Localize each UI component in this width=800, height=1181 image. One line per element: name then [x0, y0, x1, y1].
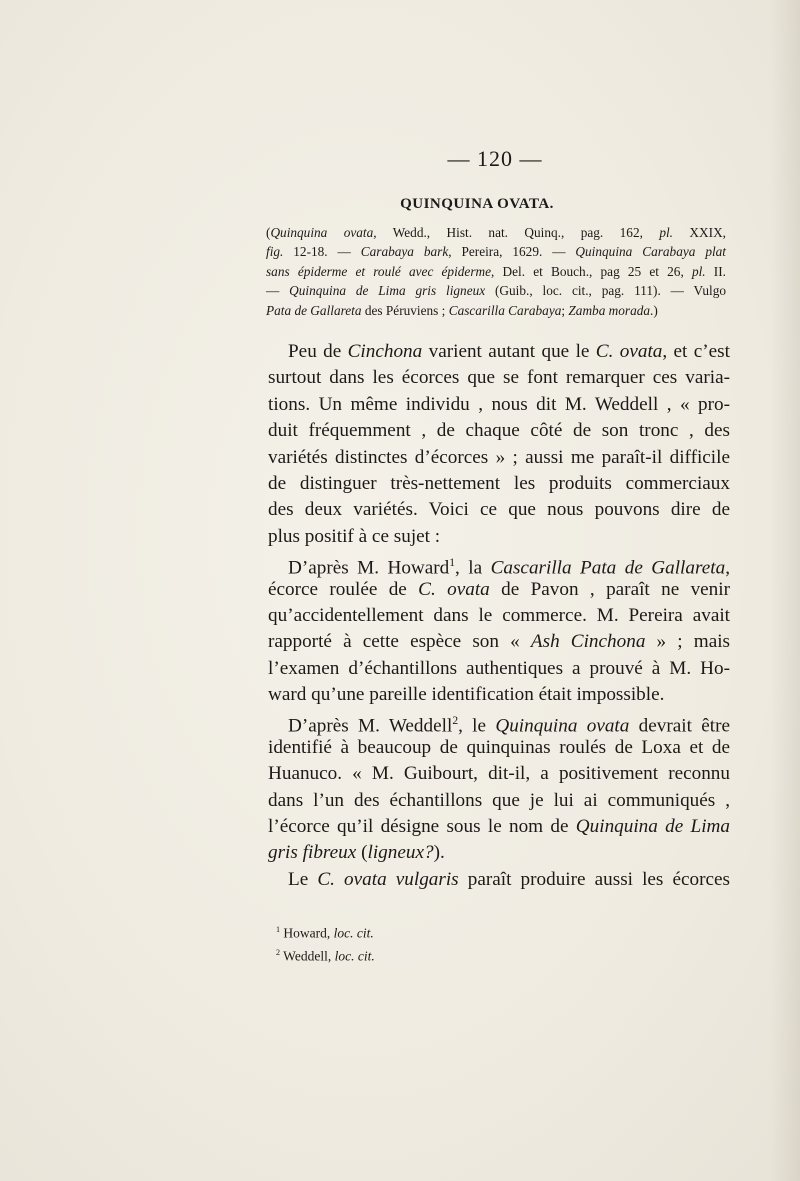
- italic-text: sans épiderme et roulé avec épiderme: [266, 263, 492, 279]
- body-line: [268, 682, 730, 708]
- italic-text: C. ovata: [595, 341, 663, 362]
- text-run: , Pereira, 1629. —: [448, 244, 576, 260]
- text-run: devrait être: [629, 715, 730, 737]
- text-run: D’après M. Howard: [288, 557, 450, 579]
- body-line: [268, 550, 730, 579]
- italic-text: Ash Cinchona: [530, 631, 646, 653]
- text-run: qu’accidentellement dans le commerce. M. Pereira avait: [268, 604, 730, 626]
- text-run: » ; mais: [645, 631, 731, 653]
- synonymy-line: [266, 301, 726, 320]
- synonymy-line: [266, 242, 726, 261]
- synonymy-block: [266, 223, 726, 320]
- text-run: plus positif à ce sujet :: [268, 525, 441, 547]
- synonymy-line: [266, 223, 726, 242]
- text-run: II.: [705, 263, 726, 279]
- text-run: l’écorce qu’il désigne sous le nom de: [268, 816, 576, 838]
- text-run: , et c’est: [662, 341, 730, 362]
- body-line: [268, 788, 730, 814]
- text-run: Le: [288, 868, 318, 890]
- italic-text: Cascarilla Carabaya: [448, 302, 562, 318]
- body-line: [268, 761, 730, 787]
- footnotes: [276, 920, 476, 965]
- italic-text: fig.: [266, 244, 284, 260]
- italic-text: Pata de Gallareta: [266, 302, 362, 318]
- body-line: [268, 656, 730, 682]
- text-run: écorce roulée de: [268, 578, 419, 600]
- text-run: des deux variétés. Voici ce que nous pouvons dire de: [268, 499, 730, 521]
- body-line: [268, 867, 730, 893]
- page-edge-shadow: [770, 0, 800, 1181]
- italic-text: pl.: [659, 225, 674, 240]
- body-line: [268, 339, 730, 365]
- text-run: XXIX,: [673, 225, 726, 240]
- text-run: paraît produire aussi les écorces: [458, 868, 730, 890]
- text-run: , la: [455, 557, 491, 579]
- text-run: (Guib., loc. cit., pag. 111). — Vulgo: [485, 283, 727, 299]
- italic-text: C. ovata vulgaris: [317, 868, 459, 890]
- body-line: [268, 814, 730, 840]
- text-run: , le: [458, 715, 496, 737]
- body-text: [268, 339, 730, 893]
- footnote-marker: 1: [449, 557, 456, 570]
- text-run: —: [266, 283, 290, 299]
- footnote-marker: 1: [276, 925, 281, 934]
- body-line: [268, 629, 730, 655]
- body-line: [268, 577, 730, 603]
- body-line: [268, 418, 730, 444]
- italic-text: pl.: [691, 263, 706, 279]
- text-run: dans l’un des échantillons que je lui ai communiqués ,: [268, 789, 730, 811]
- italic-text: gris fibreux: [268, 842, 357, 864]
- italic-text: C. ovata: [418, 578, 490, 600]
- italic-text: loc. cit.: [333, 925, 374, 941]
- italic-text: Quinquina ovata: [495, 715, 630, 737]
- text-run: (: [356, 842, 368, 864]
- footnote: [276, 943, 476, 966]
- text-run: ).: [433, 842, 445, 864]
- body-line: [268, 603, 730, 629]
- text-run: Howard,: [280, 925, 334, 941]
- body-line: [268, 365, 730, 391]
- italic-text: Quinquina de Lima: [575, 816, 730, 838]
- text-run: 12-18. —: [283, 244, 361, 260]
- italic-text: Quinquina de Lima gris ligneux: [289, 283, 486, 299]
- page-number: — 120 —: [447, 146, 543, 171]
- text-run: , Wedd., Hist. nat. Quinq., pag. 162,: [373, 225, 660, 240]
- italic-text: Carabaya bark: [360, 244, 449, 260]
- text-run: identifié à beaucoup de quinquinas roulés de Loxa et de: [268, 736, 730, 758]
- footnote-marker: 2: [276, 947, 281, 957]
- italic-text: ligneux?: [367, 842, 434, 864]
- text-run: ;: [561, 302, 569, 318]
- text-run: tions. Un même individu , nous dit M. Weddell , « pro-: [268, 393, 730, 415]
- italic-text: Quinquina Carabaya plat: [575, 244, 727, 260]
- text-run: l’examen d’échantillons authentiques a prouvé à M. Ho-: [268, 657, 730, 679]
- text-run: duit fréquemment , de chaque côté de son tronc , des: [268, 420, 730, 442]
- text-run: Peu de: [288, 341, 348, 362]
- text-run: varient autant que le: [422, 341, 596, 362]
- body-line: [268, 524, 730, 550]
- italic-text: Quinquina ovata: [270, 225, 374, 240]
- text-run: D’après M. Weddell: [288, 715, 453, 737]
- italic-text: loc. cit.: [334, 948, 375, 963]
- text-run: .): [650, 302, 658, 318]
- footnote: [276, 920, 476, 943]
- text-run: ,: [725, 557, 730, 579]
- body-line: [268, 471, 730, 497]
- body-line: [268, 497, 730, 523]
- text-run: ward qu’une pareille identification était impossible.: [268, 684, 665, 706]
- text-run: surtout dans les écorces que se font remarquer ces varia-: [268, 367, 730, 389]
- text-run: rapporté à cette espèce son «: [268, 631, 531, 653]
- text-run: Huanuco. « M. Guibourt, dit-il, a positivement reconnu: [268, 763, 730, 785]
- body-line: [268, 445, 730, 471]
- body-line: [268, 840, 730, 866]
- italic-text: Zamba morada: [568, 302, 651, 318]
- body-line: [268, 392, 730, 418]
- footnote-marker: 2: [452, 715, 459, 728]
- synonymy-line: [266, 262, 726, 281]
- body-line: [268, 735, 730, 761]
- italic-text: Cinchona: [347, 341, 423, 362]
- italic-text: Cascarilla Pata de Gallareta: [490, 557, 726, 579]
- text-run: de Pavon , paraît ne venir: [489, 578, 730, 600]
- text-run: variétés distinctes d’écorces » ; aussi me paraît-il difficile: [268, 446, 730, 468]
- section-title: QUINQUINA OVATA.: [400, 196, 554, 212]
- synonymy-line: [266, 281, 726, 300]
- text-run: de distinguer très-nettement les produits commerciaux: [268, 472, 730, 494]
- body-line: [268, 708, 730, 737]
- text-run: Weddell,: [280, 948, 335, 963]
- text-run: (: [266, 225, 271, 240]
- text-run: , Del. et Bouch., pag 25 et 26,: [491, 263, 692, 279]
- text-run: des Péruviens ;: [361, 302, 449, 318]
